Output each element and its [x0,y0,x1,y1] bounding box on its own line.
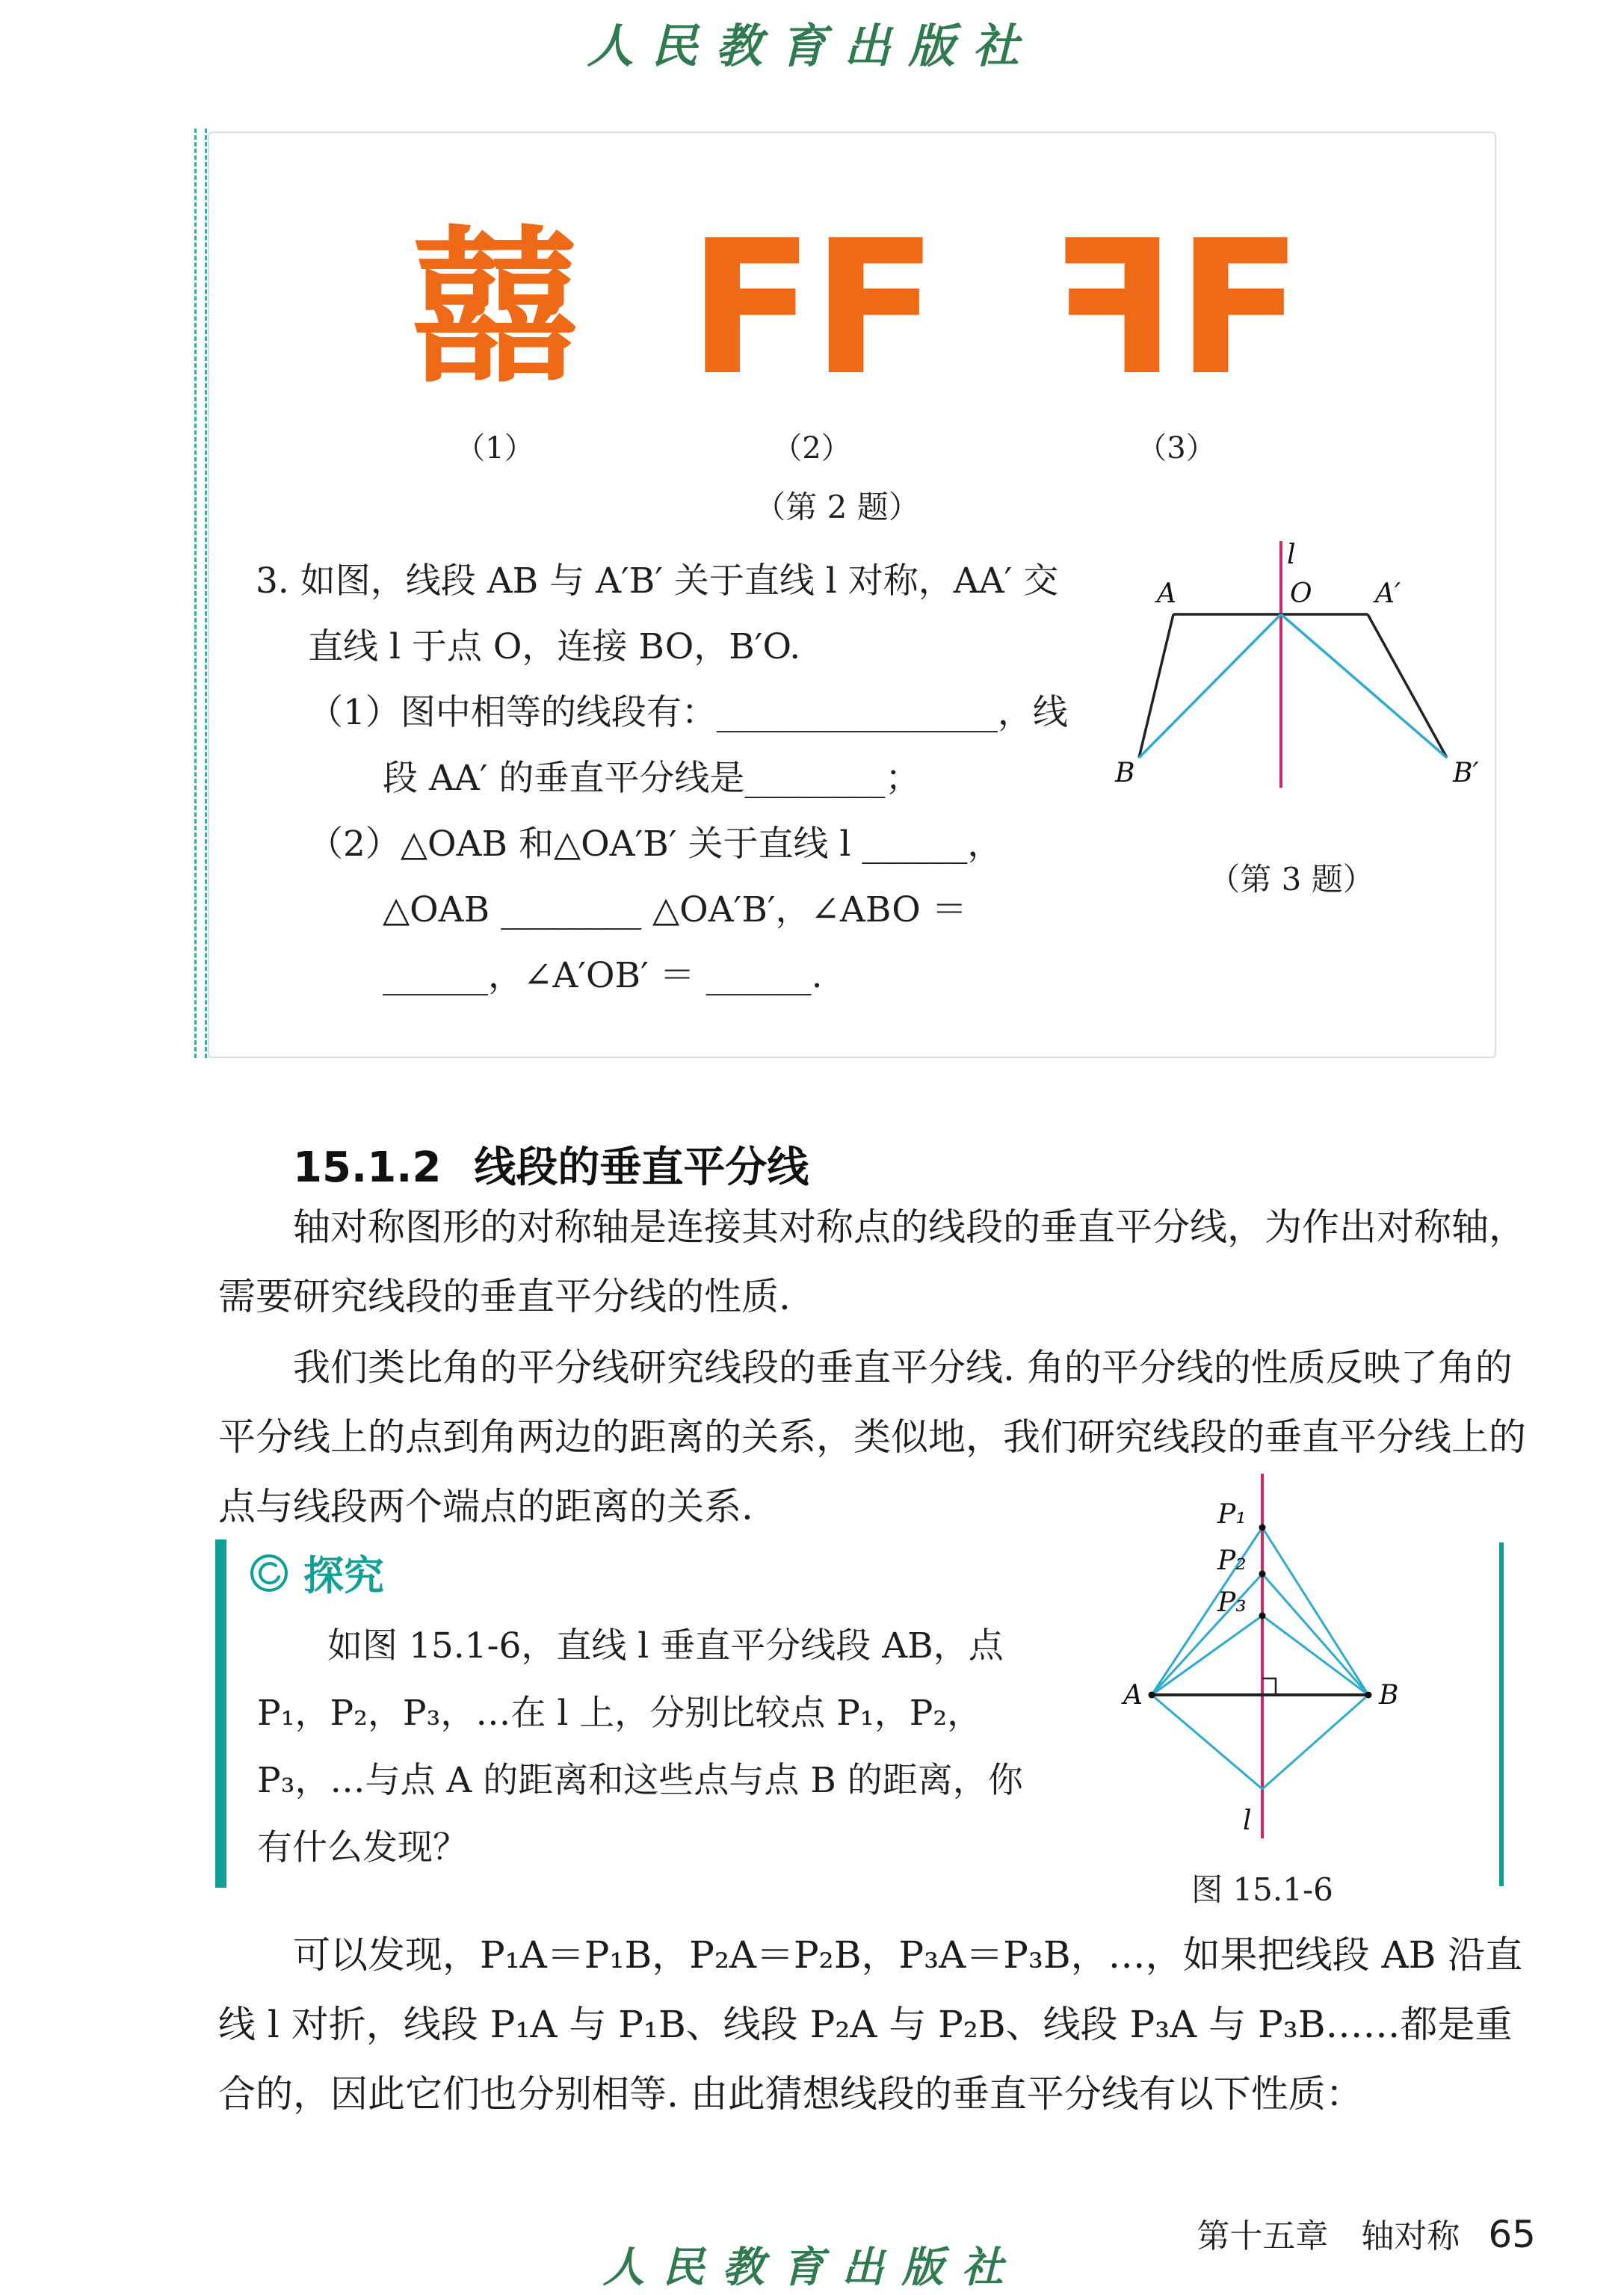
segment-a-prime-b-prime [1368,614,1447,758]
label-a: A [1123,1680,1143,1711]
label-a-prime: A′ [1375,578,1401,609]
paragraph-1: 轴对称图形的对称轴是连接其对称点的线段的垂直平分线，为作出对称轴，需要研究线段的垂直平分线的性质. [218,1205,1526,1318]
symbol-label-1: （1） [455,431,534,466]
point-p3 [1259,1613,1266,1619]
point-a [1149,1692,1155,1699]
paragraph-2: 我们类比角的平分线研究线段的垂直平分线. 角的平分线的性质反映了角的平分线上的点到角两边的距离的关系，类似地，我们研究线段的垂直平分线上的点与线段两个端点的距离的关系. [218,1346,1526,1528]
section-heading [293,1134,809,1194]
exercise-box [208,132,1496,1058]
chapter-label: 第十五章 轴对称 [1197,2217,1460,2255]
symmetry-symbol-1 [411,211,578,467]
segment-p3-b [1262,1616,1368,1695]
publisher-logo-top: 人民教育出版社 [587,19,1037,73]
figure3-caption: （第 3 题） [1208,861,1374,898]
point-p1 [1259,1525,1266,1531]
segment-a-b [1139,614,1173,758]
decorative-dashed-line [194,129,197,1058]
segment-p3-a [1152,1616,1262,1695]
label-b: B [1379,1680,1399,1711]
problem-3-intro: 3. 如图，线段 AB 与 A′B′ 关于直线 l 对称，AA′ 交直线 l 于点 O，连接 BO，B′O. [256,560,1059,667]
figure2-caption: （第 2 题） [754,489,920,525]
segment-o-b [1139,614,1281,758]
exploration-left-bar [215,1539,226,1888]
letter-f: F [812,201,936,416]
exploration-header [248,1544,384,1601]
segment-p2-b [1262,1574,1368,1695]
point-b [1365,1692,1372,1699]
section-number: 15.1.2 [293,1143,442,1192]
figure6-caption: 图 15.1-6 [1191,1871,1333,1908]
figure3-drawing [1097,535,1486,841]
label-p1: P₁ [1217,1499,1247,1530]
label-l: l [1243,1806,1252,1836]
label-p3: P₃ [1217,1587,1247,1618]
exploration-label: 探究 [303,1552,384,1599]
point-p2 [1259,1571,1266,1578]
letter-f: F [1176,201,1300,416]
segment-o-b-prime [1281,614,1447,758]
paragraph-3: 可以发现，P₁A＝P₁B，P₂A＝P₂B，P₃A＝P₃B，…，如果把线段 AB 沿直线 l 对折，线段 P₁A 与 P₁B、线段 P₂A 与 P₂B、线段 P₃A 与 P₃B……都是重合的，因此它们也分别相等. 由此猜想线段的垂直平分线有以下性质： [218,1933,1523,2116]
right-angle-mark [1262,1678,1276,1695]
figure-problem-3 [1090,535,1493,900]
section-title: 线段的垂直平分线 [474,1143,809,1192]
exploration-text: 如图 15.1-6，直线 l 垂直平分线段 AB，点 P₁，P₂，P₃，…在 l 上，分别比较点 P₁，P₂，P₃，…与点 A 的距离和这些点与点 B 的距离，你有什么发现？ [257,1625,1023,1868]
symbol-label-2: （2） [772,431,851,466]
label-l: l [1287,540,1296,570]
label-b-prime: B′ [1453,758,1479,788]
label-a: A [1157,578,1176,609]
symbol-label-3: （3） [1137,431,1216,466]
figure6-drawing [1120,1469,1404,1858]
symmetry-symbol-2 [688,201,936,467]
problem-3 [256,549,1093,1009]
page-number: 65 [1488,2213,1536,2256]
fold-segment-b [1262,1695,1368,1789]
exploration-right-rule [1499,1542,1504,1886]
exploration-spiral-icon [248,1552,290,1594]
publisher-logo-bottom: 人民教育出版社 [602,2243,1022,2292]
decorative-dashed-line [205,129,207,1058]
symbol-double-happiness: 囍 [411,211,578,406]
problem-3-item-1: （1）图中相等的线段有：________________，线段 AA′ 的垂直平分线是________； [308,692,1068,799]
symmetry-symbol-3 [1052,201,1300,467]
letter-f: F [688,201,812,416]
letter-f-mirrored: F [1052,201,1176,416]
label-b: B [1115,758,1135,788]
segment-p1-b [1262,1528,1368,1695]
label-o: O [1290,578,1312,609]
symbol-mirrored-ff [1052,201,1300,416]
label-p2: P₂ [1217,1545,1247,1576]
figure-15-1-6 [1117,1469,1408,1910]
fold-segment-a [1152,1695,1262,1789]
symbol-ff [688,201,936,416]
problem-3-item-2: （2）△OAB 和△OA′B′ 关于直线 l ______，△OAB ________ △OA′B′，∠ABO ＝ ______，∠A′OB′ ＝ ______. [308,824,1003,996]
